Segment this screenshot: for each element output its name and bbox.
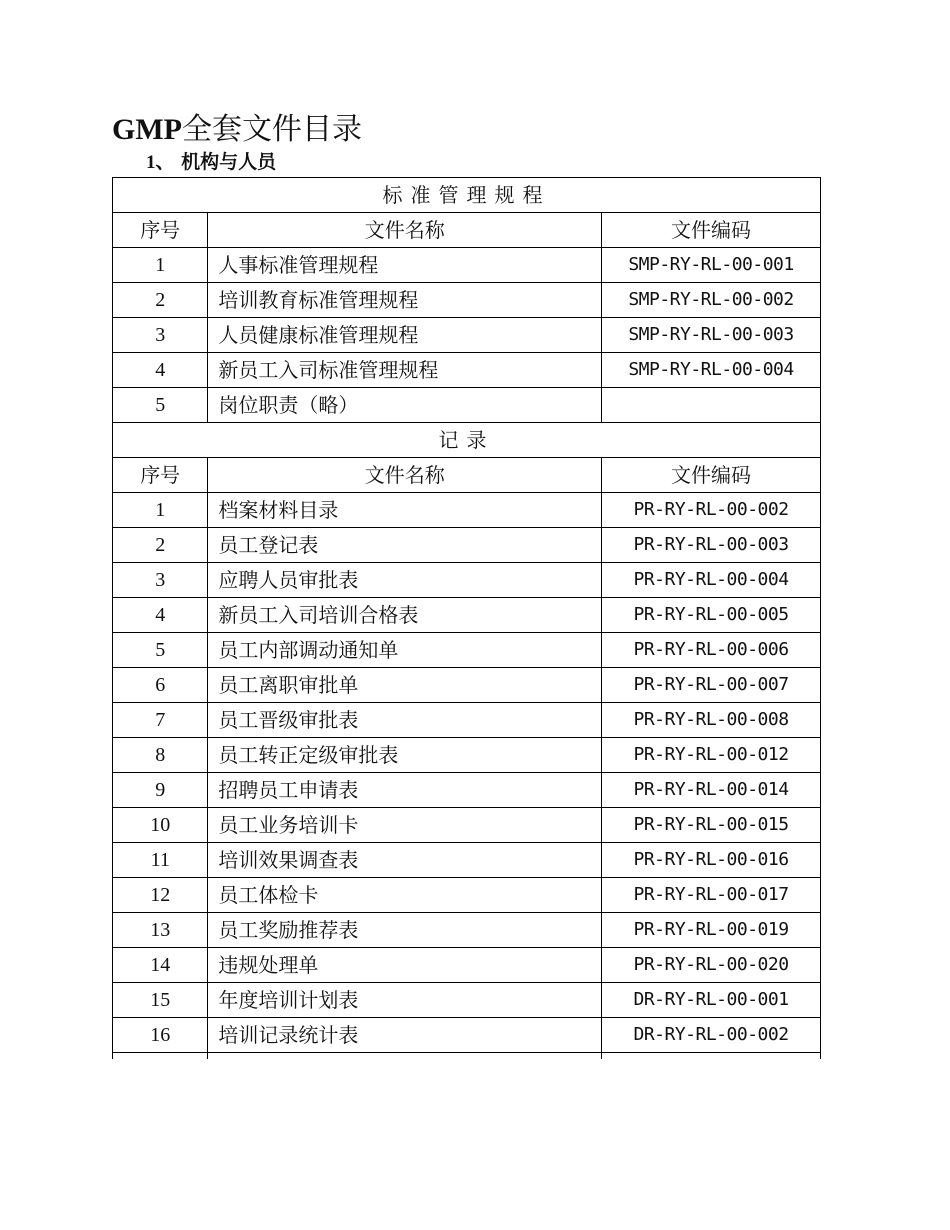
table-row bbox=[113, 283, 821, 318]
file-name: 培训记录统计表 bbox=[208, 1018, 602, 1053]
row-number: 12 bbox=[113, 878, 208, 913]
file-name: 培训教育标准管理规程 bbox=[208, 283, 602, 318]
row-number: 5 bbox=[113, 388, 208, 423]
row-number: 11 bbox=[113, 843, 208, 878]
column-header-no: 序号 bbox=[113, 213, 208, 248]
file-code bbox=[602, 388, 821, 423]
column-header-name: 文件名称 bbox=[208, 458, 602, 493]
section-row-sop bbox=[113, 178, 821, 213]
file-name: 员工业务培训卡 bbox=[208, 808, 602, 843]
row-number: 3 bbox=[113, 563, 208, 598]
file-code: SMP-RY-RL-00-003 bbox=[602, 318, 821, 353]
row-number: 5 bbox=[113, 633, 208, 668]
row-number: 3 bbox=[113, 318, 208, 353]
row-number: 10 bbox=[113, 808, 208, 843]
table-row bbox=[113, 633, 821, 668]
table-row bbox=[113, 563, 821, 598]
header-row-sop bbox=[113, 213, 821, 248]
table-row bbox=[113, 668, 821, 703]
file-name: 员工离职审批单 bbox=[208, 668, 602, 703]
file-name: 员工奖励推荐表 bbox=[208, 913, 602, 948]
table-row bbox=[113, 773, 821, 808]
table-row bbox=[113, 1018, 821, 1053]
file-name: 人事标准管理规程 bbox=[208, 248, 602, 283]
document-title-cjk: 全套文件目录 bbox=[181, 112, 362, 147]
file-index-table bbox=[112, 177, 821, 1059]
row-number: 8 bbox=[113, 738, 208, 773]
table-row bbox=[113, 983, 821, 1018]
document-title-latin: GMP bbox=[112, 113, 182, 146]
file-code: PR-RY-RL-00-006 bbox=[602, 633, 821, 668]
file-name: 档案材料目录 bbox=[208, 493, 602, 528]
row-number: 15 bbox=[113, 983, 208, 1018]
row-number: 4 bbox=[113, 353, 208, 388]
file-code: SMP-RY-RL-00-004 bbox=[602, 353, 821, 388]
table-row bbox=[113, 318, 821, 353]
document-title bbox=[112, 108, 362, 152]
table-row bbox=[113, 738, 821, 773]
row-number: 4 bbox=[113, 598, 208, 633]
table-row bbox=[113, 598, 821, 633]
file-code: DR-RY-RL-00-001 bbox=[602, 983, 821, 1018]
section-number: 1、 bbox=[146, 152, 175, 173]
row-number: 6 bbox=[113, 668, 208, 703]
section-row-records bbox=[113, 423, 821, 458]
file-code: PR-RY-RL-00-003 bbox=[602, 528, 821, 563]
file-code: PR-RY-RL-00-016 bbox=[602, 843, 821, 878]
file-code: PR-RY-RL-00-020 bbox=[602, 948, 821, 983]
file-code: PR-RY-RL-00-014 bbox=[602, 773, 821, 808]
row-number: 16 bbox=[113, 1018, 208, 1053]
file-name: 年度培训计划表 bbox=[208, 983, 602, 1018]
file-name: 新员工入司标准管理规程 bbox=[208, 353, 602, 388]
file-name: 应聘人员审批表 bbox=[208, 563, 602, 598]
row-number: 7 bbox=[113, 703, 208, 738]
section-title: 机构与人员 bbox=[181, 151, 277, 173]
file-code: PR-RY-RL-00-015 bbox=[602, 808, 821, 843]
file-name: 新员工入司培训合格表 bbox=[208, 598, 602, 633]
column-header-code: 文件编码 bbox=[602, 213, 821, 248]
table-body bbox=[113, 178, 821, 1060]
table-continuation-row bbox=[113, 1053, 821, 1060]
section-heading bbox=[146, 148, 276, 177]
file-code: PR-RY-RL-00-019 bbox=[602, 913, 821, 948]
file-code: PR-RY-RL-00-005 bbox=[602, 598, 821, 633]
column-header-no: 序号 bbox=[113, 458, 208, 493]
file-name: 员工转正定级审批表 bbox=[208, 738, 602, 773]
section-title-records: 记录 bbox=[113, 423, 821, 458]
row-number: 2 bbox=[113, 528, 208, 563]
header-row-records bbox=[113, 458, 821, 493]
file-code: PR-RY-RL-00-004 bbox=[602, 563, 821, 598]
row-number: 1 bbox=[113, 493, 208, 528]
table-row bbox=[113, 353, 821, 388]
row-number: 2 bbox=[113, 283, 208, 318]
row-number: 13 bbox=[113, 913, 208, 948]
table-row bbox=[113, 913, 821, 948]
section-title-sop: 标准管理规程 bbox=[113, 178, 821, 213]
file-name: 招聘员工申请表 bbox=[208, 773, 602, 808]
row-number: 9 bbox=[113, 773, 208, 808]
file-code: PR-RY-RL-00-012 bbox=[602, 738, 821, 773]
file-name: 员工晋级审批表 bbox=[208, 703, 602, 738]
file-name: 岗位职责（略） bbox=[208, 388, 602, 423]
row-number: 14 bbox=[113, 948, 208, 983]
file-name: 员工体检卡 bbox=[208, 878, 602, 913]
table-row bbox=[113, 248, 821, 283]
table-row bbox=[113, 948, 821, 983]
table-row bbox=[113, 878, 821, 913]
file-code: DR-RY-RL-00-002 bbox=[602, 1018, 821, 1053]
table-row bbox=[113, 528, 821, 563]
file-name: 培训效果调查表 bbox=[208, 843, 602, 878]
table-row bbox=[113, 843, 821, 878]
row-number: 1 bbox=[113, 248, 208, 283]
file-code: SMP-RY-RL-00-001 bbox=[602, 248, 821, 283]
file-name: 人员健康标准管理规程 bbox=[208, 318, 602, 353]
file-name: 违规处理单 bbox=[208, 948, 602, 983]
table-row bbox=[113, 493, 821, 528]
file-code: PR-RY-RL-00-002 bbox=[602, 493, 821, 528]
file-code: SMP-RY-RL-00-002 bbox=[602, 283, 821, 318]
file-code: PR-RY-RL-00-008 bbox=[602, 703, 821, 738]
table-row bbox=[113, 388, 821, 423]
file-name: 员工登记表 bbox=[208, 528, 602, 563]
table-row bbox=[113, 703, 821, 738]
file-name: 员工内部调动通知单 bbox=[208, 633, 602, 668]
column-header-name: 文件名称 bbox=[208, 213, 602, 248]
file-code: PR-RY-RL-00-017 bbox=[602, 878, 821, 913]
table-row bbox=[113, 808, 821, 843]
column-header-code: 文件编码 bbox=[602, 458, 821, 493]
file-code: PR-RY-RL-00-007 bbox=[602, 668, 821, 703]
